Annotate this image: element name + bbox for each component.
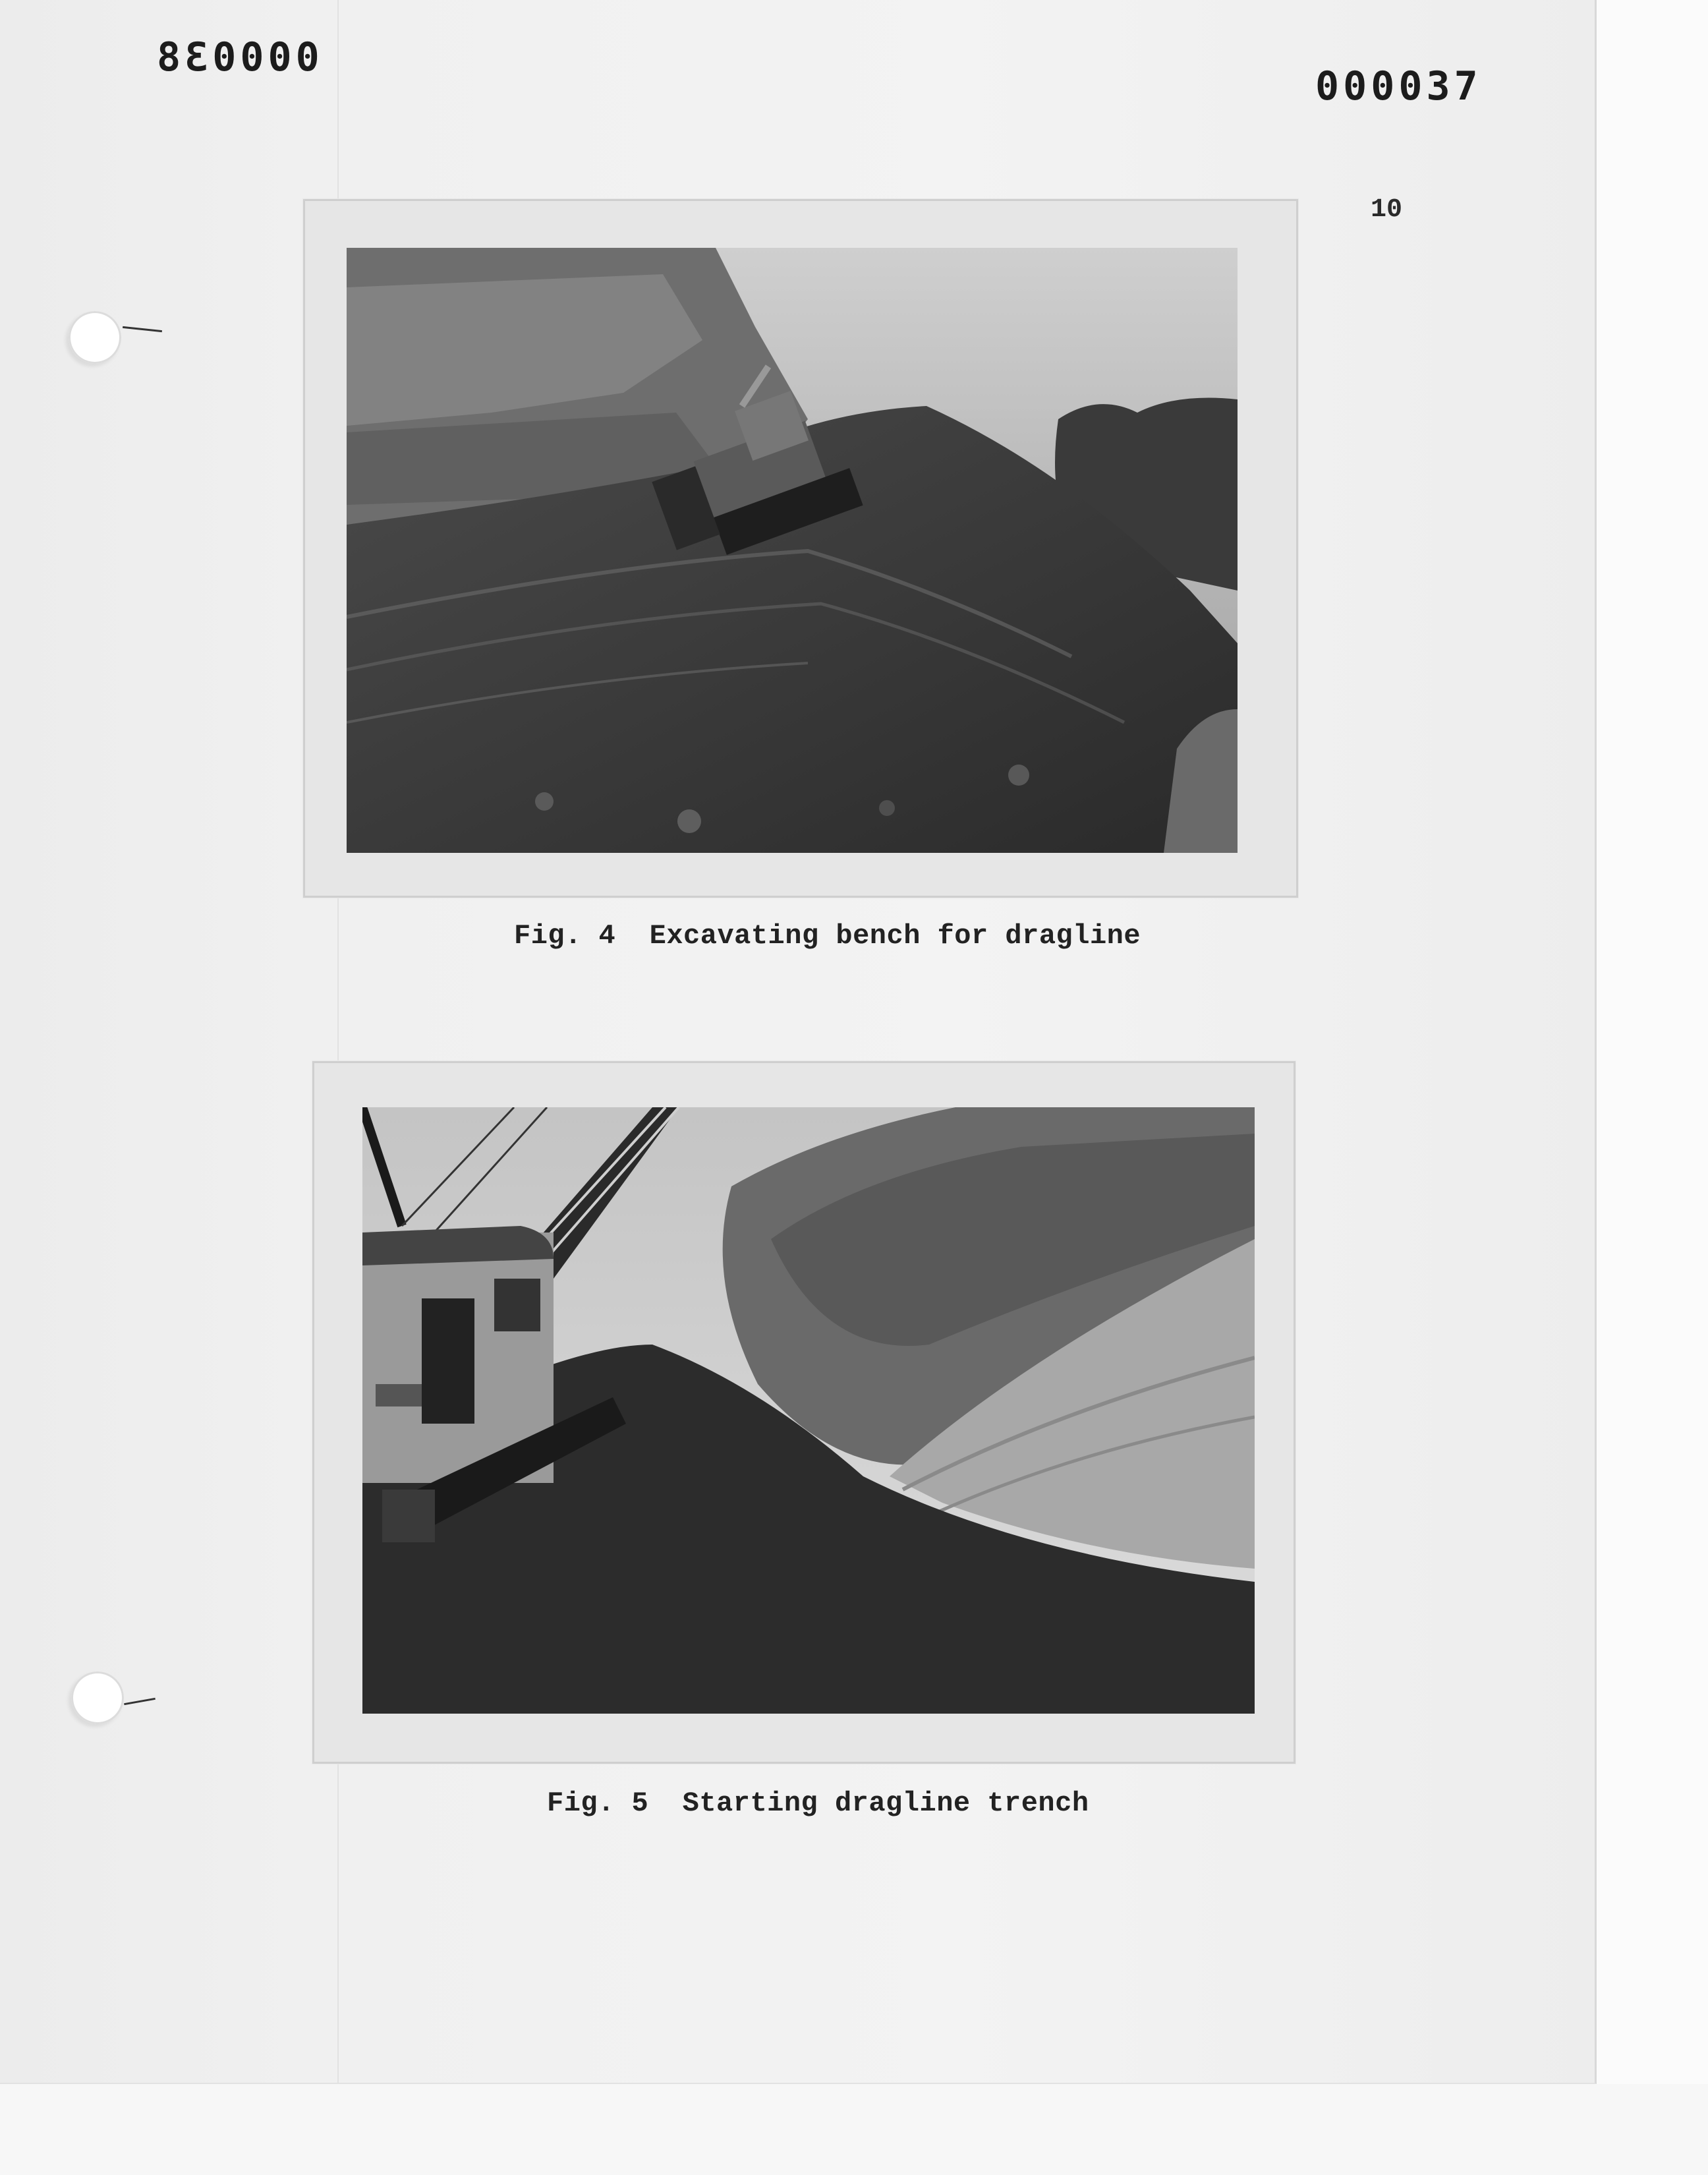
figure-caption: Fig. 5 Starting dragline trench — [547, 1787, 1089, 1819]
punch-hole-icon — [69, 311, 121, 364]
photo-bulldozer-bench — [347, 248, 1238, 853]
punch-hole-icon — [71, 1671, 124, 1724]
stamp-number-mirrored: 000038 — [153, 34, 320, 80]
scan-margin-bottom — [0, 2084, 1708, 2175]
photo-image — [362, 1107, 1255, 1714]
stamp-number: 000037 — [1315, 63, 1482, 109]
photo-image — [347, 248, 1238, 853]
page-number: 10 — [1371, 195, 1403, 225]
scan-margin-right — [1597, 0, 1708, 2175]
photo-dragline-trench — [362, 1107, 1255, 1714]
figure-caption: Fig. 4 Excavating bench for dragline — [514, 920, 1141, 952]
